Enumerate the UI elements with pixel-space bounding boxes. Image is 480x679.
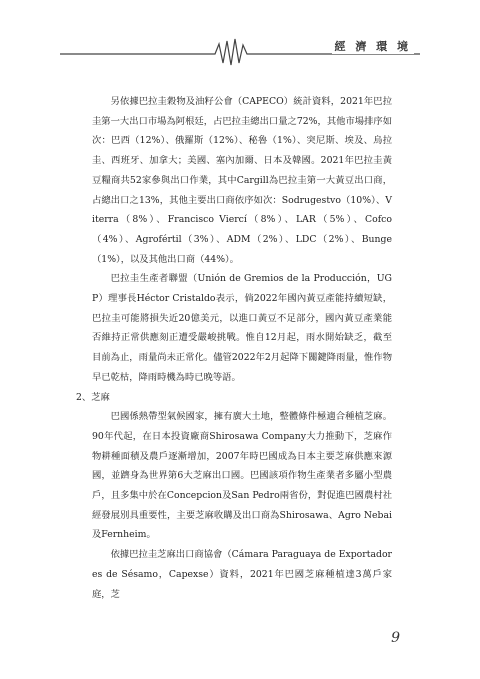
paragraph-capeco-export-markets: 另依據巴拉圭穀物及油籽公會（CAPECO）統計資料，2021年巴拉圭第一大出口市場為阿根廷，占巴拉圭總出口量之72%，其他市場排序如次：巴西（12%）、俄羅斯（12%）、秘魯（1%）、突尼斯、埃及、烏拉圭、西班牙、加拿大；美國、塞內加爾、日本及韓國。2021年巴拉圭黃豆糧商共52家參與出口作業，其中Cargill為巴拉圭第一大黃豆出口商，占總出口之13%，其他主要出口商依序如次：Sodrugestvo（10%）、Viterra（8%）、Francisco Viercí（8%）、LAR（5%）、Cofco（4%）、Agrofértil（3%）、ADM（2%）、LDC（2%）、Bunge（1%），以及其他出口商（44%）。	[92, 96, 392, 265]
paragraph-ugp-statement: 巴拉圭生產者聯盟（Unión de Gremios de la Producción，UGP）理事長Héctor Cristaldo表示，倘2022年國內黃豆產能持續短缺，巴拉圭可能將損失近20億美元，以進口黃豆不足部分，國內黃豆產業能否維持正常供應刻正遭受嚴峻挑戰。惟自12月起，雨水開始缺乏，截至目前為止，雨量尚未正常化。儘管2022年2月起降下關鍵降雨量，惟作物早已乾枯，降雨時機為時已晚等語。	[92, 273, 392, 383]
document-body	[76, 92, 392, 604]
section-heading-sesame: 2、芝麻	[76, 391, 110, 403]
paragraph-capexse-data: 依據巴拉圭芝麻出口商協會（Cámara Paraguaya de Exportadores de Sésamo，Capexse）資料，2021年巴國芝麻種植達3萬戶家庭，芝	[92, 549, 392, 600]
header-title: 經 濟 環 境	[332, 38, 415, 54]
paragraph-sesame-overview: 巴國係熱帶型氣候國家，擁有廣大土地，整體條件極適合種植芝麻。90年代起，在日本投資廠商Shirosawa Company大力推動下，芝麻作物耕種面積及農戶逐漸增加，2007年時巴國成為日本主要芝麻供應來源國，並躋身為世界第6大芝麻出口國。巴國該項作物生產業者多屬小型農戶，且多集中於在Concepcion及San Pedro兩省份，對促進巴國農村社經發展別具重要性，主要芝麻收購及出口商為Shirosawa、Agro Nebai及Fernheim。	[92, 411, 392, 541]
page-header	[60, 36, 420, 66]
page-number: 9	[391, 630, 400, 646]
